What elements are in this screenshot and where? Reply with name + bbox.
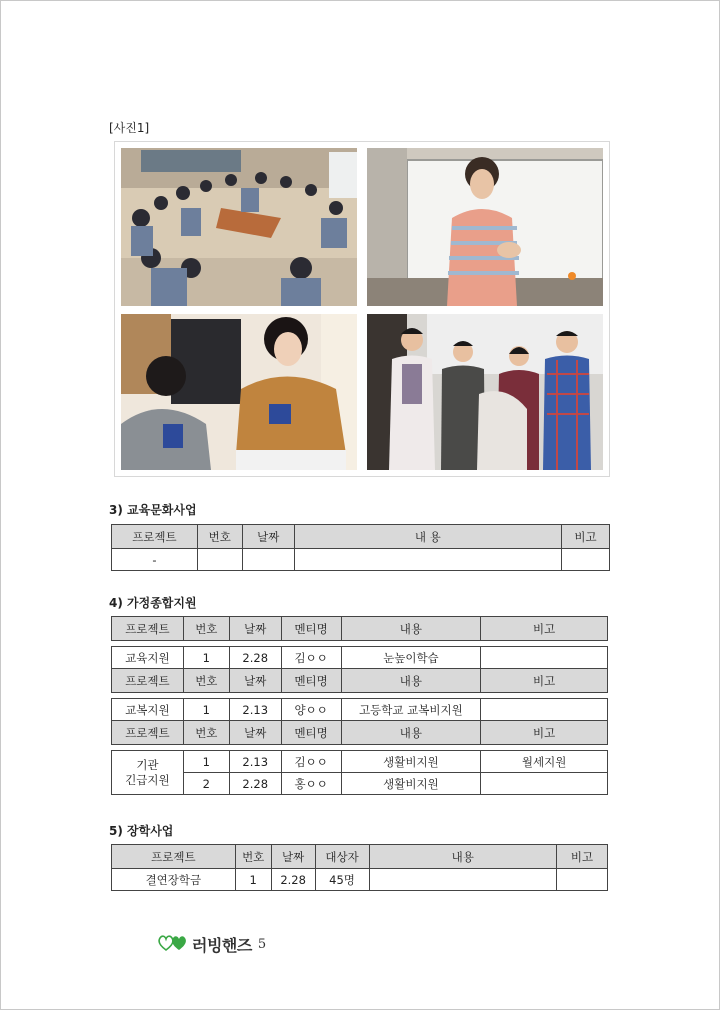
hearts-logo-icon [158,934,188,956]
table-row [112,549,610,571]
cell-note [481,699,608,721]
photo-caption: [사진1] [109,121,150,135]
cell-date [242,549,294,571]
photo-mentors [367,314,603,470]
header-note: 비고 [481,669,608,693]
cell-content: 생활비지원 [341,751,481,773]
header-number: 번호 [183,669,229,693]
cell-number: 1 [183,647,229,669]
cell-date: 2.13 [229,751,281,773]
family-support-table [111,616,608,795]
table-row [112,773,608,795]
photo-grid [114,141,610,477]
header-note: 비고 [481,721,608,745]
cell-content [369,869,557,891]
cell-note [562,549,610,571]
cell-mentee: 김ㅇㅇ [281,647,341,669]
cell-note: 월세지원 [481,751,608,773]
brand-name: 러빙핸즈 [192,936,252,955]
cell-mentee: 양ㅇㅇ [281,699,341,721]
header-mentee: 멘티명 [281,721,341,745]
header-recipient: 대상자 [315,845,369,869]
cell-content: 눈높이학습 [341,647,481,669]
table-header-row [112,525,610,549]
header-note: 비고 [557,845,608,869]
cell-note [557,869,608,891]
table-header-row [112,669,608,693]
cell-note [481,773,608,795]
cell-number: 2 [183,773,229,795]
cell-project: 기관 긴급지원 [112,751,184,795]
header-content: 내 용 [294,525,561,549]
cell-date: 2.28 [229,647,281,669]
header-content: 내용 [369,845,557,869]
photo-presenter [367,148,603,306]
header-number: 번호 [183,721,229,745]
cell-number: 1 [183,699,229,721]
cell-mentee: 홍ㅇㅇ [281,773,341,795]
cell-date: 2.13 [229,699,281,721]
cell-mentee: 김ㅇㅇ [281,751,341,773]
section-title-scholarship: 5) 장학사업 [109,824,174,838]
header-mentee: 멘티명 [281,617,341,641]
scholarship-table [111,844,608,891]
table-row [112,699,608,721]
header-date: 날짜 [229,721,281,745]
section-title-education-culture: 3) 교육문화사업 [109,503,197,517]
header-date: 날짜 [242,525,294,549]
table-row [112,751,608,773]
header-content: 내용 [341,669,481,693]
cell-content: 고등학교 교복비지원 [341,699,481,721]
header-project: 프로젝트 [112,721,184,745]
cell-content: 생활비지원 [341,773,481,795]
header-content: 내용 [341,721,481,745]
cell-project: 교복지원 [112,699,184,721]
header-number: 번호 [197,525,242,549]
table-header-row [112,617,608,641]
header-note: 비고 [562,525,610,549]
header-project: 프로젝트 [112,525,198,549]
header-note: 비고 [481,617,608,641]
cell-date: 2.28 [229,773,281,795]
cell-number: 1 [235,869,271,891]
header-date: 날짜 [229,669,281,693]
cell-note [481,647,608,669]
cell-number [197,549,242,571]
page-footer [158,933,266,956]
table-row [112,869,608,891]
header-date: 날짜 [229,617,281,641]
table-row [112,647,608,669]
header-number: 번호 [183,617,229,641]
cell-number: 1 [183,751,229,773]
cell-project: 교육지원 [112,647,184,669]
cell-date: 2.28 [271,869,315,891]
header-project: 프로젝트 [112,617,184,641]
cell-recipient: 45명 [315,869,369,891]
section-title-family-support: 4) 가정종합지원 [109,596,197,610]
header-date: 날짜 [271,845,315,869]
cell-content [294,549,561,571]
photo-mentees [121,314,357,470]
header-content: 내용 [341,617,481,641]
cell-project: 결연장학금 [112,869,236,891]
header-project: 프로젝트 [112,669,184,693]
table-header-row [112,721,608,745]
header-number: 번호 [235,845,271,869]
education-culture-table [111,524,610,571]
header-mentee: 멘티명 [281,669,341,693]
page-number: 5 [257,937,267,952]
table-header-row [112,845,608,869]
photo-group-meeting [121,148,357,306]
header-project: 프로젝트 [112,845,236,869]
cell-project: - [112,549,198,571]
